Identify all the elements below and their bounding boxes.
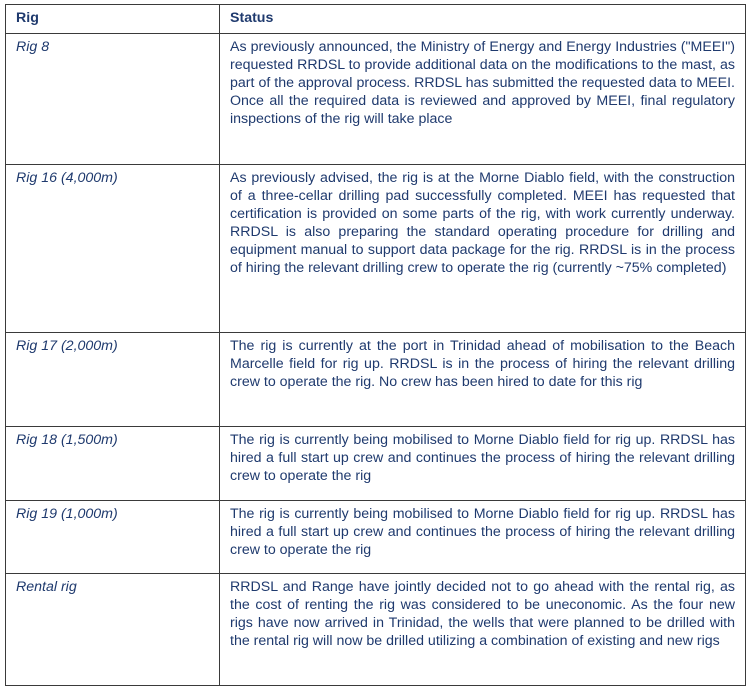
status-cell: As previously advised, the rig is at the Morne Diablo field, with the construction of a three-cellar drilling pad successfully completed. MEEI has requested that certification is provided on some parts of the rig, with work currently underway. RRDSL is also preparing the standard operating procedure for drilling and equipment manual to support data package for the rig. RRDSL is in the process of hiring the relevant drilling crew to operate the rig (currently ~75% completed) bbox=[220, 165, 746, 333]
table-body bbox=[6, 34, 746, 686]
rig-status-table bbox=[5, 4, 746, 686]
status-cell: As previously announced, the Ministry of Energy and Energy Industries ("MEEI") requested RRDSL to provide additional data on the modifications to the mast, as part of the approval process. RRDSL has submitted the requested data to MEEI. Once all the required data is reviewed and approved by MEEI, final regulatory inspections of the rig will take place bbox=[220, 34, 746, 165]
table-row bbox=[6, 333, 746, 427]
table-row bbox=[6, 165, 746, 333]
header-rig: Rig bbox=[6, 5, 220, 34]
table-row bbox=[6, 574, 746, 686]
table-row bbox=[6, 34, 746, 165]
table-header bbox=[6, 5, 746, 34]
table-row bbox=[6, 427, 746, 501]
status-cell: The rig is currently at the port in Trinidad ahead of mobilisation to the Beach Marcelle field for rig up. RRDSL is in the process of hiring the relevant drilling crew to operate the rig. No crew has been hired to date for this rig bbox=[220, 333, 746, 427]
rig-name-cell: Rig 19 (1,000m) bbox=[6, 501, 220, 574]
rig-name-cell: Rig 8 bbox=[6, 34, 220, 165]
rig-name-cell: Rig 18 (1,500m) bbox=[6, 427, 220, 501]
status-cell: The rig is currently being mobilised to Morne Diablo field for rig up. RRDSL has hired a full start up crew and continues the process of hiring the relevant drilling crew to operate the rig bbox=[220, 427, 746, 501]
rig-name-cell: Rig 16 (4,000m) bbox=[6, 165, 220, 333]
table-row bbox=[6, 501, 746, 574]
header-row bbox=[6, 5, 746, 34]
status-cell: The rig is currently being mobilised to Morne Diablo field for rig up. RRDSL has hired a full start up crew and continues the process of hiring the relevant drilling crew to operate the rig bbox=[220, 501, 746, 574]
status-cell: RRDSL and Range have jointly decided not to go ahead with the rental rig, as the cost of renting the rig was considered to be uneconomic. As the four new rigs have now arrived in Trinidad, the wells that were planned to be drilled with the rental rig will now be drilled utilizing a combination of existing and new rigs bbox=[220, 574, 746, 686]
rig-name-cell: Rental rig bbox=[6, 574, 220, 686]
header-status: Status bbox=[220, 5, 746, 34]
rig-name-cell: Rig 17 (2,000m) bbox=[6, 333, 220, 427]
